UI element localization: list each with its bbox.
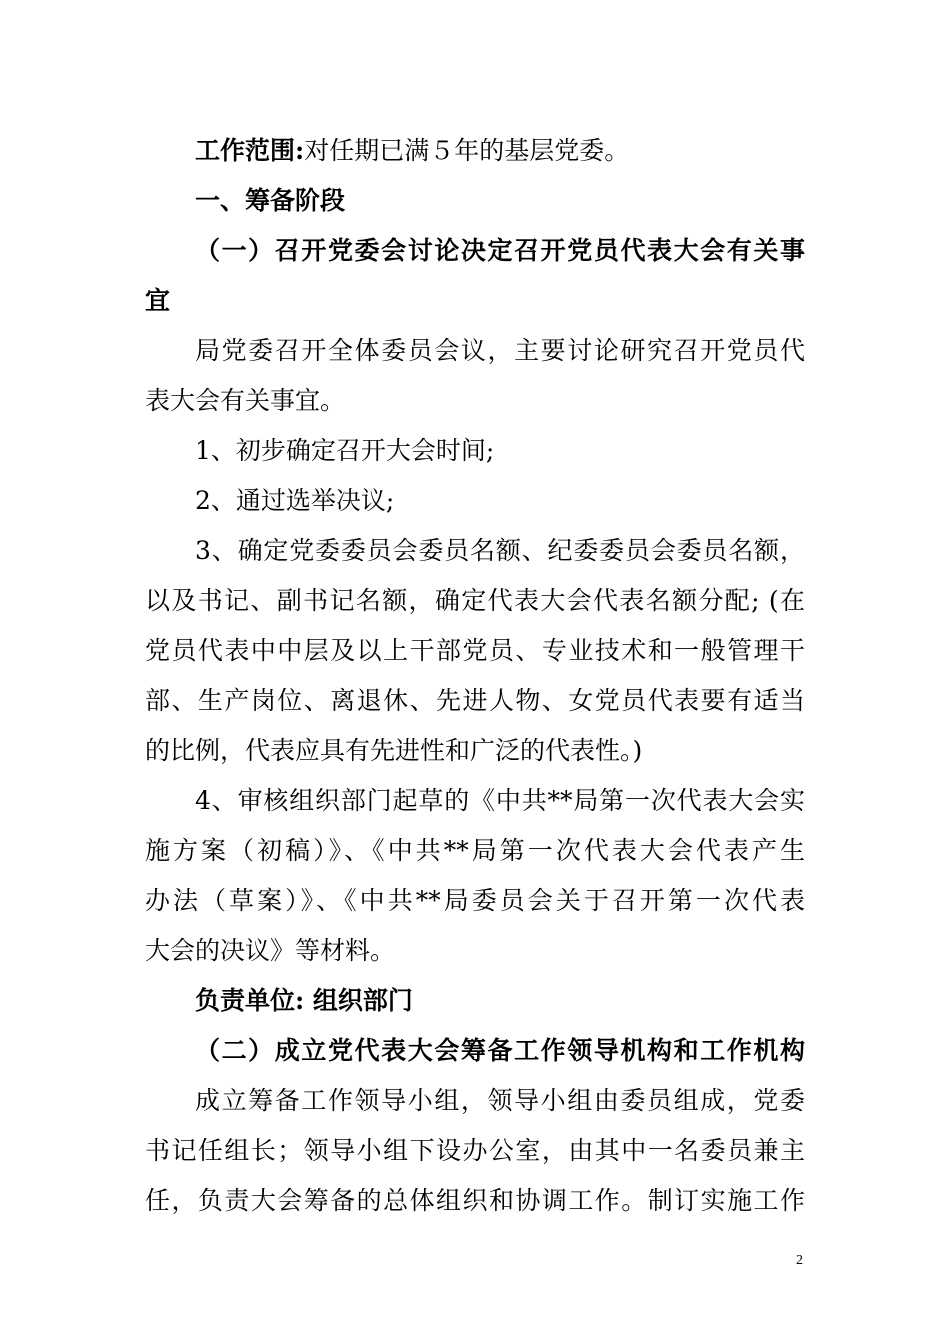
scope-line bbox=[195, 133, 805, 169]
item1-point3-line4: 部、生产岗位、离退休、先进人物、女党员代表要有适当 bbox=[145, 686, 805, 715]
page-number: 2 bbox=[796, 1253, 803, 1268]
item1-point4-line2: 施方案（初稿）》、《中共**局第一次代表大会代表产生 bbox=[145, 836, 805, 865]
item1-point3-line5: 的比例，代表应具有先进性和广泛的代表性。) bbox=[145, 736, 643, 765]
scope-text: 对任期已满５年的基层党委。 bbox=[304, 136, 630, 165]
item1-heading-line2: 宜 bbox=[145, 286, 171, 315]
item2-body-line3: 任，负责大会筹备的总体组织和协调工作。制订实施工作 bbox=[145, 1186, 805, 1215]
responsible-unit: 负责单位: 组织部门 bbox=[195, 986, 413, 1015]
item2-heading: （二）成立党代表大会筹备工作领导机构和工作机构 bbox=[195, 1036, 805, 1065]
item2-body-line1: 成立筹备工作领导小组，领导小组由委员组成，党委 bbox=[195, 1086, 805, 1115]
item1-point1: 1、初步确定召开大会时间; bbox=[195, 436, 495, 465]
item1-point4-line3: 办法（草案）》、《中共**局委员会关于召开第一次代表 bbox=[145, 886, 805, 915]
item1-heading-line1: （一）召开党委会讨论决定召开党员代表大会有关事 bbox=[195, 236, 805, 265]
item1-point3-line1: 3、确定党委委员会委员名额、纪委委员会委员名额， bbox=[195, 536, 805, 565]
item1-intro-line1: 局党委召开全体委员会议，主要讨论研究召开党员代 bbox=[195, 336, 805, 365]
item2-body-line2: 书记任组长；领导小组下设办公室，由其中一名委员兼主 bbox=[145, 1136, 805, 1165]
item1-point2: 2、通过选举决议; bbox=[195, 486, 395, 515]
item1-intro-line2: 表大会有关事宜。 bbox=[145, 386, 346, 415]
item1-point4-line1: 4、审核组织部门起草的《中共**局第一次代表大会实 bbox=[195, 786, 805, 815]
item1-point4-line4: 大会的决议》等材料。 bbox=[145, 936, 396, 965]
scope-label: 工作范围: bbox=[195, 136, 305, 165]
item1-point3-line2: 以及书记、副书记名额，确定代表大会代表名额分配; (在 bbox=[145, 586, 805, 615]
item1-point3-line3: 党员代表中中层及以上干部党员、专业技术和一般管理干 bbox=[145, 636, 805, 665]
section-heading: 一、筹备阶段 bbox=[195, 186, 346, 215]
